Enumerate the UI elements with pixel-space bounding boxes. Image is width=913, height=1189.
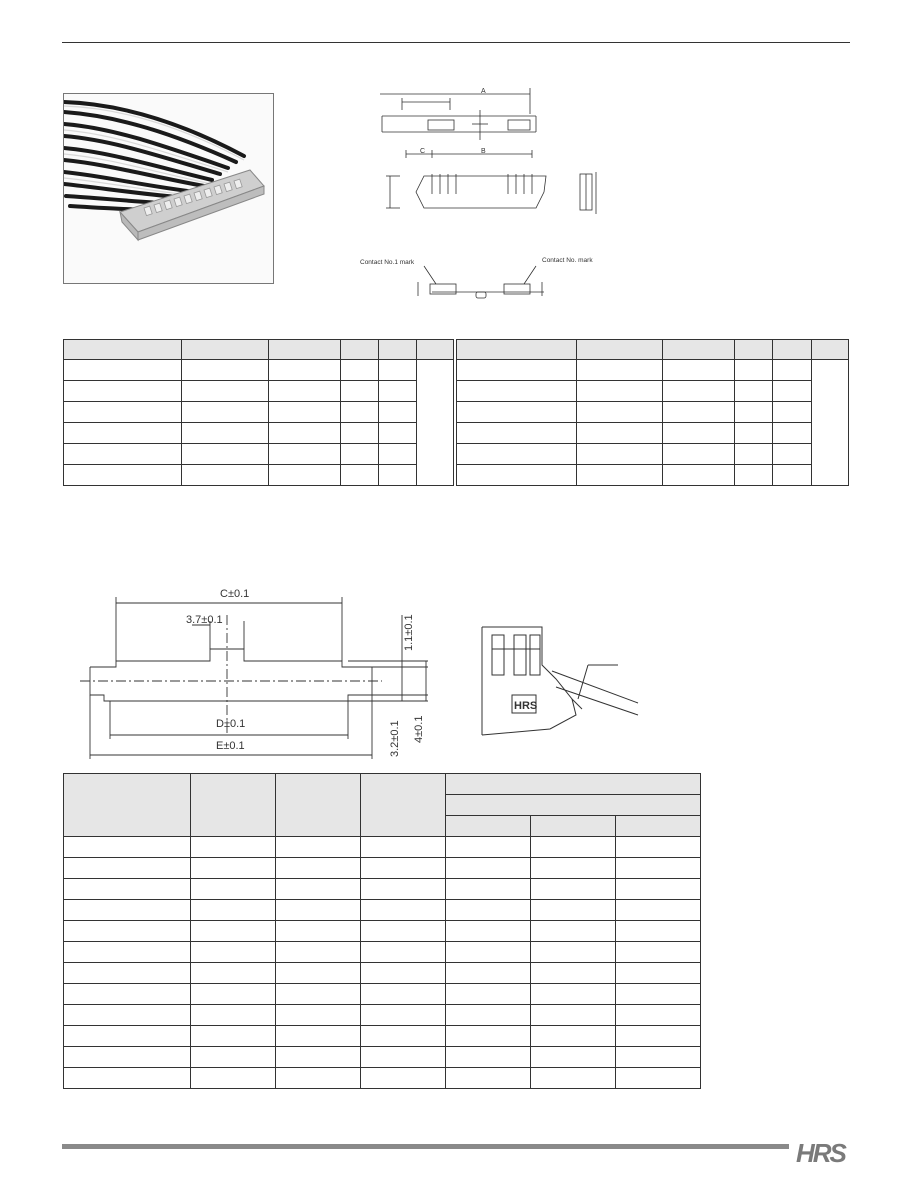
table-row (64, 1047, 701, 1068)
table-row (64, 360, 417, 381)
table-header-row (64, 340, 417, 360)
dim-e-label: E±0.1 (216, 740, 245, 752)
dim-c-label: C±0.1 (220, 588, 250, 600)
cable-harness-illustration (64, 94, 273, 283)
table-row (64, 963, 701, 984)
contact-mark-label: Contact No. mark (542, 257, 593, 264)
table-row (457, 423, 812, 444)
dimension-table (63, 773, 701, 1089)
table-header-row (64, 774, 701, 795)
table-row (64, 900, 701, 921)
spec-table-right (456, 339, 812, 486)
table-row (64, 837, 701, 858)
table-row (457, 402, 812, 423)
contact-no1-mark-label: Contact No.1 mark (360, 259, 415, 266)
table-row (457, 465, 812, 486)
hrs-mark-text: HRS (514, 700, 538, 712)
table-row (64, 465, 417, 486)
table-header-row (457, 340, 812, 360)
table-row (64, 858, 701, 879)
footer-bar (62, 1144, 789, 1149)
table-row (457, 360, 812, 381)
spec-table-right-merged-column (811, 339, 849, 486)
top-rule (62, 42, 850, 43)
table-row (64, 423, 417, 444)
table-row (64, 381, 417, 402)
connector-drawing-top (340, 80, 620, 305)
spec-table-left-merged-column (416, 339, 454, 486)
hrs-logo-text: HRS (796, 1138, 845, 1167)
table-row (64, 879, 701, 900)
connector-lock-detail (478, 625, 648, 740)
table-row (64, 402, 417, 423)
drawing-label-a: A (481, 88, 486, 95)
table-row (64, 1068, 701, 1089)
drawing-label-b: B (481, 148, 486, 155)
panel-cutout-drawing (80, 575, 450, 770)
table-row (457, 381, 812, 402)
table-row (64, 942, 701, 963)
dim-3-2-label: 3.2±0.1 (389, 720, 401, 757)
table-row (457, 444, 812, 465)
drawing-label-c: C (420, 148, 426, 155)
dim-3-7-label: 3.7±0.1 (186, 614, 223, 626)
table-row (64, 921, 701, 942)
product-photo (63, 93, 274, 284)
table-row (64, 1026, 701, 1047)
hrs-logo (796, 1137, 850, 1167)
dim-d-label: D±0.1 (216, 718, 246, 730)
spec-table-left (63, 339, 417, 486)
table-row (64, 984, 701, 1005)
table-row (64, 444, 417, 465)
table-row (64, 1005, 701, 1026)
dim-4-label: 4±0.1 (413, 715, 425, 743)
dim-1-1-label: 1.1±0.1 (403, 614, 415, 651)
